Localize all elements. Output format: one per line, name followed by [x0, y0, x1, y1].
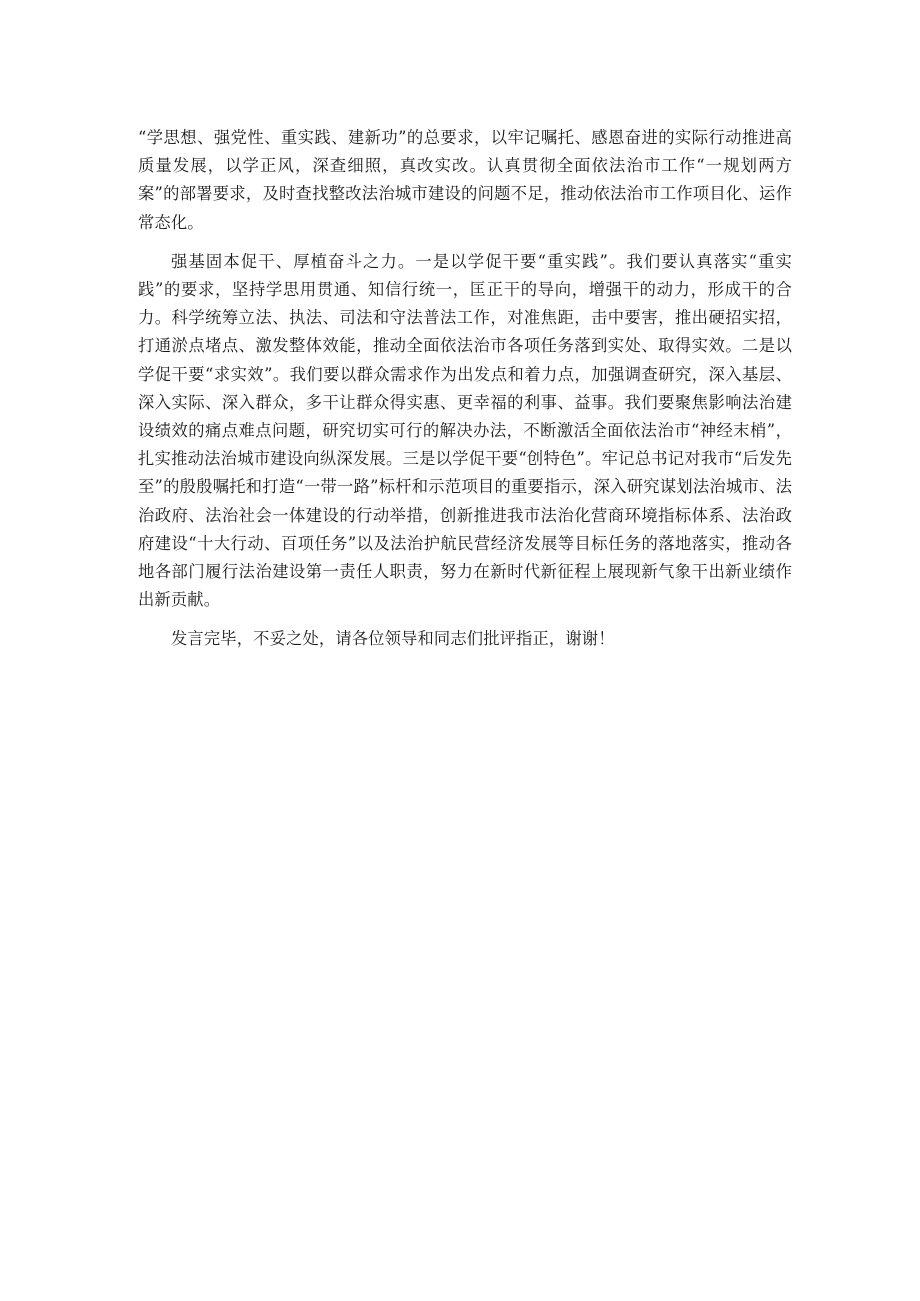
paragraph-1: “学思想、强党性、重实践、建新功”的总要求，以牢记嘱托、感恩奋进的实际行动推进高质量发展，以学正风，深查细照，真改实改。认真贯彻全面依法治市工作“一规划两方案”的部署要求，及时查找整改法治城市建设的问题不足，推动依法治市工作项目化、运作常态化。 [138, 128, 792, 232]
paragraph-2: 强基固本促干、厚植奋斗之力。一是以学促干要“重实践”。我们要认真落实“重实践”的要求，坚持学思用贯通、知信行统一，匡正干的导向，增强干的动力，形成干的合力。科学统筹立法、执法、司法和守法普法工作，对准焦距，击中要害，推出硬招实招，打通淤点堵点、激发整体效能，推动全面依法治市各项任务落到实处、取得实效。二是以学促干要“求实效”。我们要以群众需求作为出发点和着力点，加强调查研究，深入基层、深入实际、深入群众，多干让群众得实惠、更幸福的利事、益事。我们要聚焦影响法治建设绩效的痛点难点问题，研究切实可行的解决办法，不断激活全面依法治市“神经末梢”，扎实推动法治城市建设向纵深发展。三是以学促干要“创特色”。牢记总书记对我市“后发先至”的殷殷嘱托和打造“一带一路”标杆和示范项目的重要指示，深入研究谋划法治城市、法治政府、法治社会一体建设的行动举措，创新推进我市法治化营商环境指标体系、法治政府建设“十大行动、百项任务”以及法治护航民营经济发展等目标任务的落地落实，推动各地各部门履行法治建设第一责任人职责，努力在新时代新征程上展现新气象干出新业绩作出新贡献。 [138, 251, 792, 610]
document-body [138, 124, 792, 654]
paragraph-3-closing: 发言完毕，不妥之处，请各位领导和同志们批评指正，谢谢！ [171, 629, 615, 649]
